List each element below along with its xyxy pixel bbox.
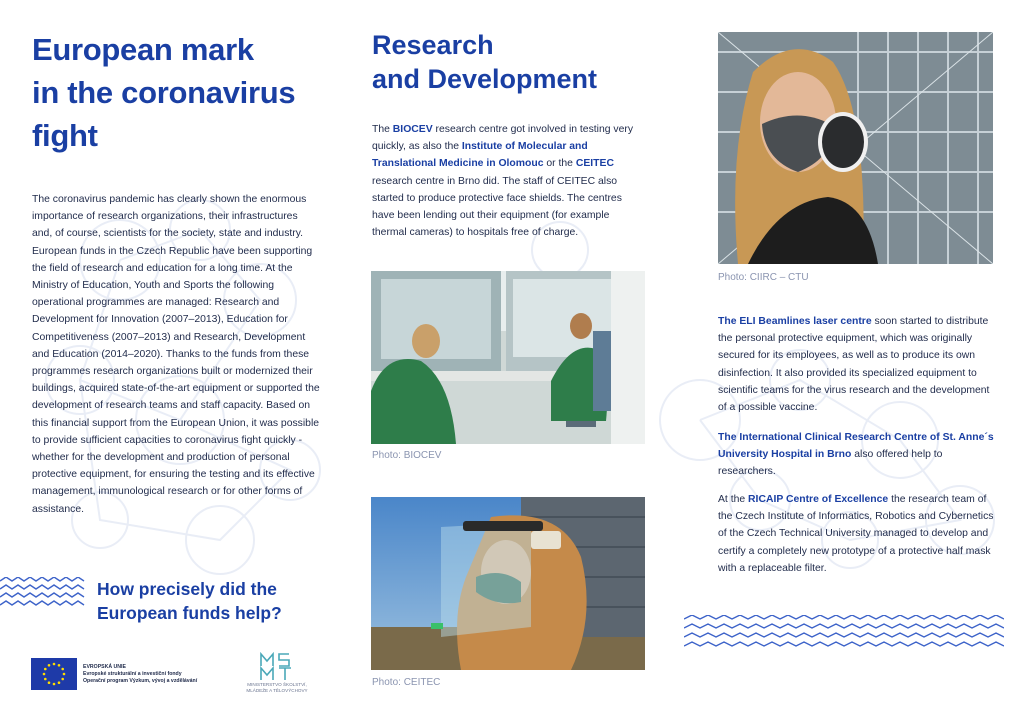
page-title-line: fight	[32, 118, 98, 153]
icrc-bold: The International Clinical Research Centre of St. Anne´s University Hospital in Brno	[718, 432, 994, 461]
rd-text: research centre in Brno did. The staff of CEITEC also started to produce protective face shields. The centres have been lending out their equipment (for example thermal cameras) to hospitals free of charge.	[372, 175, 622, 239]
eli-bold: The ELI Beamlines laser centre	[718, 316, 872, 327]
zigzag-decoration-left	[0, 577, 90, 617]
ricaip-paragraph	[718, 491, 994, 577]
ciirc-photo-caption: Photo: CIIRC – CTU	[718, 272, 809, 283]
biocev-lab-photo	[371, 271, 645, 444]
ricaip-bold: RICAIP Centre of Excellence	[748, 494, 889, 505]
question-line: How precisely did the	[97, 579, 277, 599]
msmt-logo-line: MLÁDEŽE A TĚLOVÝCHOVY	[246, 687, 308, 693]
rd-bold: BIOCEV	[392, 124, 433, 135]
eu-logo-line: Evropské strukturální a investiční fondy	[83, 670, 182, 677]
page-title-line: in the coronavirus	[32, 75, 296, 110]
rd-bold: Institute of Molecular and Translational Medicine in Olomouc	[372, 141, 588, 170]
ricaip-text: the research team of the Czech Institute of Informatics, Robotics and Cybernetics of the Czech Technical University managed to develop and certify a completely new prototype of a protective half mask with a replaceable filter.	[718, 494, 994, 574]
msmt-logo-text	[232, 682, 322, 693]
ricaip-text: At the	[718, 494, 749, 505]
eli-text: soon started to distribute the personal protective equipment, which was originally secured for its employees, as well as to produce its own disinfection. It also provided its specialized equipment to scientific teams for the virus research and the development of a possible vaccine.	[718, 316, 990, 414]
eu-logo-text	[83, 664, 197, 685]
icrc-paragraph	[718, 429, 994, 481]
rd-bold: CEITEC	[575, 158, 614, 170]
icrc-text: also offered help to researchers.	[718, 449, 943, 478]
zigzag-decoration-right	[684, 615, 1004, 655]
rd-paragraph	[372, 121, 642, 241]
eu-logo	[31, 658, 197, 690]
eu-logo-line: EVROPSKÁ UNIE	[83, 663, 126, 670]
msmt-mark-icon	[257, 652, 297, 682]
rd-heading-line: and Development	[372, 64, 598, 94]
eu-logo-line: Operační program Výzkum, vývoj a vzdělávání	[83, 677, 198, 684]
eu-flag-icon	[31, 658, 77, 690]
intro-paragraph: The coronavirus pandemic has clearly shown the enormous importance of research organizations, their infrastructures and, of course, scientists for the society, state and industry. European funds in the Czech Republic have been supporting the field of research and education for a long time. At the Ministry of Education, Youth and Sports the following operational programmes are managed: Research and Development for Innovation (2007–2013), Education for Competitiveness (2007–2013) and Research, Development and Education (2014–2020). Thanks to the funds from these programmes research organizations built or modernized their buildings, acquired state-of-the-art equipment or supported the development of research teams and staff capacity. Based on this financial support from the European Union, it was possible to provide sufficient capacities to coronavirus fight quickly - whether for the development and production of personal protective equipment, for ensuring the testing and its effective management, immunological research or for other forms of assistance.	[32, 194, 320, 515]
section-question	[97, 577, 327, 625]
eli-paragraph	[718, 313, 994, 416]
rd-heading	[372, 28, 652, 96]
rd-text: or the	[543, 158, 576, 170]
page-title-line: European mark	[32, 32, 254, 67]
ciirc-mask-photo	[718, 32, 993, 264]
rd-text: research centre got involved in testing very quickly, as also the	[372, 124, 634, 153]
rd-text: The	[372, 124, 393, 135]
rd-heading-line: Research	[372, 30, 494, 60]
msmt-logo	[232, 652, 322, 693]
ceitec-face-shield-photo	[371, 497, 645, 670]
ceitec-photo-caption: Photo: CEITEC	[372, 677, 441, 688]
page-title	[32, 28, 332, 157]
msmt-logo-line: MINISTERSTVO ŠKOLSTVÍ,	[247, 682, 307, 687]
biocev-photo-caption: Photo: BIOCEV	[372, 450, 442, 461]
question-line: European funds help?	[97, 603, 282, 623]
